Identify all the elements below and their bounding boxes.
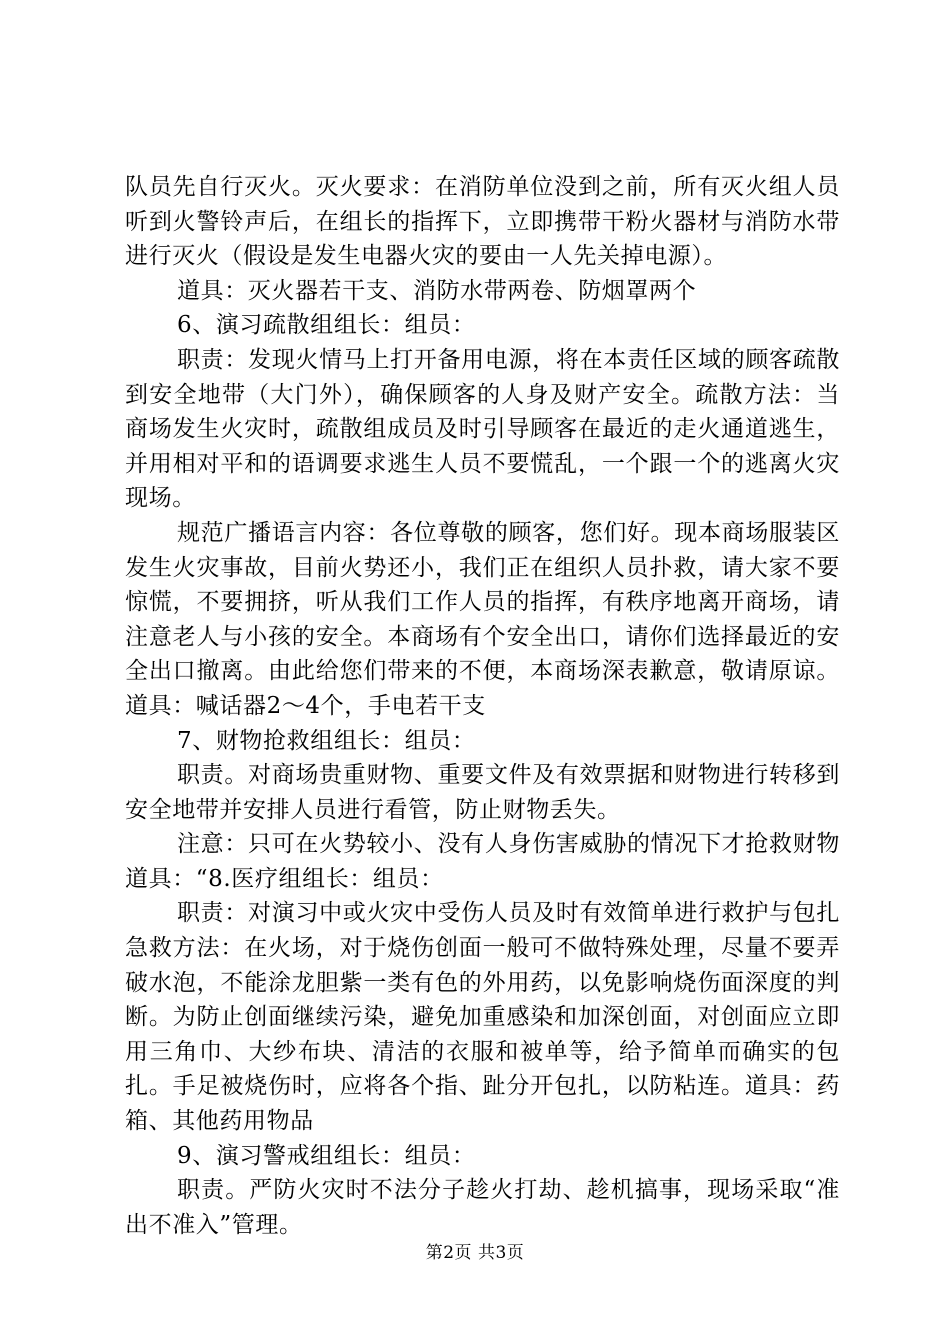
paragraph-9: 职责：对演习中或火灾中受伤人员及时有效简单进行救护与包扎急救方法：在火场，对于烧伤创面一般可不做特殊处理，尽量不要弄破水泡，不能涂龙胆紫一类有色的外用药，以免影响烧伤面深度的判断。为防止创面继续污染，避免加重感染和加深创面，对创面应立即用三角巾、大纱布块、清洁的衣服和被单等，给予简单而确实的包扎。手足被烧伤时，应将各个指、趾分开包扎，以防粘连。道具：药箱、其他药用物品: [125, 900, 840, 1135]
paragraph-5: 规范广播语言内容：各位尊敬的顾客，您们好。现本商场服装区发生火灾事故，目前火势还小，我们正在组织人员扑救，请大家不要惊慌，不要拥挤，听从我们工作人员的指挥，有秩序地离开商场，请注意老人与小孩的安全。本商场有个安全出口，请你们选择最近的安全出口撤离。由此给您们带来的不便，本商场深表歉意，敬请原谅。道具：喊话器2～4个，手电若干支: [125, 519, 840, 719]
document-body: [125, 170, 840, 1242]
paragraph-4: 职责：发现火情马上打开备用电源，将在本责任区域的顾客疏散到安全地带（大门外），确保顾客的人身及财产安全。疏散方法：当商场发生火灾时，疏散组成员及时引导顾客在最近的走火通道逃生，并用相对平和的语调要求逃生人员不要慌乱，一个跟一个的逃离火灾现场。: [125, 346, 840, 512]
paragraph-11: 职责。严防火灾时不法分子趁火打劫、趁机搞事，现场采取“准出不准入”管理。: [125, 1177, 840, 1238]
paragraph-10: 9、演习警戒组组长：组员：: [177, 1142, 476, 1169]
paragraph-3: 6、演习疏散组组长：组员：: [177, 312, 476, 339]
paragraph-2: 道具：灭火器若干支、消防水带两卷、防烟罩两个: [177, 277, 697, 304]
paragraph-7: 职责。对商场贵重财物、重要文件及有效票据和财物进行转移到安全地带并安排人员进行看管，防止财物丢失。: [125, 762, 840, 823]
paragraph-1: 队员先自行灭火。灭火要求：在消防单位没到之前，所有灭火组人员听到火警铃声后，在组长的指挥下，立即携带干粉火器材与消防水带进行灭火（假设是发生电器火灾的要由一人先关掉电源）。: [125, 174, 840, 270]
page-footer: 第2页 共3页: [425, 1243, 525, 1263]
paragraph-8: 注意：只可在火势较小、没有人身伤害威胁的情况下才抢救财物道具：“8.医疗组组长：组员：: [125, 831, 840, 892]
paragraph-6: 7、财物抢救组组长：组员：: [177, 727, 476, 754]
